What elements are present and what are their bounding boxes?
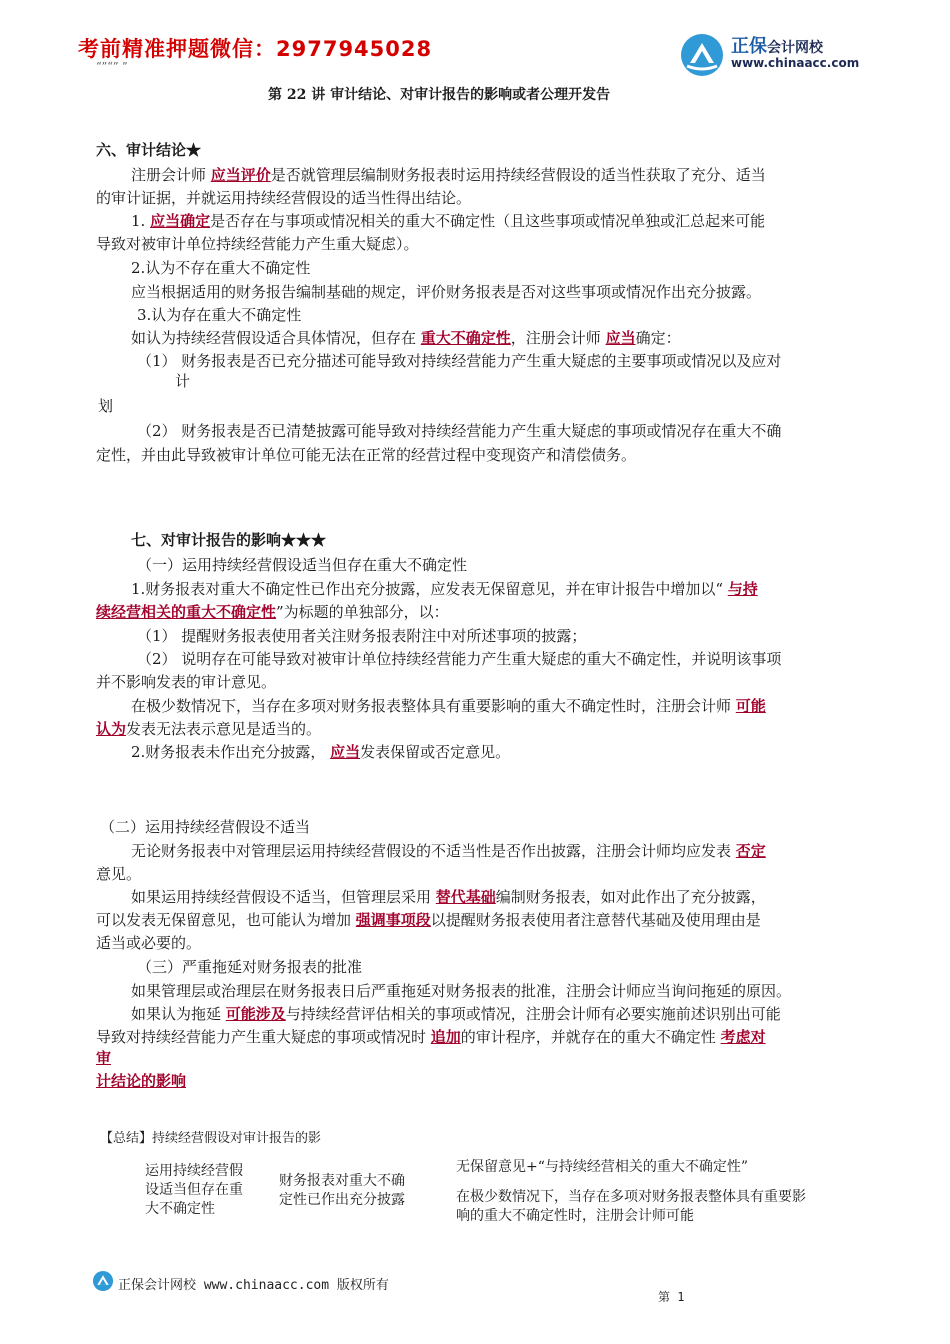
section-7-part-2-title: （二）运用持续经营假设不适当 bbox=[100, 818, 311, 836]
section-6-item-3-body: 如认为持续经营假设适合具体情况，但存在 重大不确定性，注册会计师 应当确定： bbox=[131, 329, 681, 347]
section-6-item-3: 3.认为存在重大不确定性 bbox=[137, 306, 302, 324]
promo-banner: 考前精准押题微信：2977945028 bbox=[78, 37, 433, 61]
section-7-part-3-paragraph-2: 如果认为拖延 可能涉及与持续经营评估相关的事项或情况，注册会计师有必要实施前述识别出可能 bbox=[131, 1005, 781, 1023]
section-6-item-2-body: 应当根据适用的财务报告编制基础的规定，评价财务报表是否对这些事项或情况作出充分披露。 bbox=[131, 283, 762, 301]
section-6-sub-2-line-2: 定性，并由此导致被审计单位可能无法在正常的经营过程中变现资产和清偿债务。 bbox=[96, 446, 637, 464]
partial-lecture-title: 第 22 讲 审计结论、对审计报告的影响或者公理开发告 bbox=[268, 87, 611, 103]
section-7-part-3-paragraph-2-line-2: 导致对持续经营能力产生重大疑虑的事项或情况时 追加的审计程序，并就存在的重大不确定性 考虑对 bbox=[96, 1028, 766, 1046]
footer-logo-icon bbox=[92, 1270, 114, 1292]
section-6-sub-1-wrap-2: 划 bbox=[98, 397, 114, 415]
section-6-title: 六、审计结论★ bbox=[96, 141, 202, 159]
section-7-part-3-paragraph-1: 如果管理层或治理层在财务报表日后严重拖延对财务报表的批准，注册会计师应当询问拖延的原因。 bbox=[131, 982, 792, 1000]
section-7-part-3-paragraph-2-line-3: 审 bbox=[96, 1049, 112, 1067]
logo-icon bbox=[679, 32, 725, 78]
footer-copyright: 正保会计网校 www.chinaacc.com 版权所有 bbox=[118, 1278, 389, 1293]
section-6-paragraph-1-line-2: 的审计证据，并就运用持续经营假设的适当性得出结论。 bbox=[96, 189, 472, 207]
summary-cell-condition: 运用持续经营假设适当但存在重大不确定性 bbox=[145, 1163, 243, 1217]
section-7-title: 七、对审计报告的影响★★★ bbox=[131, 531, 327, 549]
section-6-item-1-line-2: 导致对被审计单位持续经营能力产生重大疑虑）。 bbox=[96, 235, 419, 253]
section-6-sub-1-wrap: 计 bbox=[175, 372, 191, 390]
section-7-paragraph-1: 1.财务报表对重大不确定性已作出充分披露，应发表无保留意见，并在审计报告中增加以“ 与持 bbox=[131, 580, 758, 598]
section-7-part-2-paragraph-2: 如果运用持续经营假设不适当，但管理层采用 替代基础编制财务报表，如对此作出了充分披露， bbox=[131, 888, 766, 906]
section-6-item-2: 2.认为不存在重大不确定性 bbox=[131, 259, 311, 277]
partial-header-text: “”“” ” bbox=[96, 60, 128, 73]
section-7-part-3-paragraph-2-line-4: 计结论的影响 bbox=[96, 1072, 187, 1090]
logo-url: www.chinaacc.com bbox=[731, 56, 860, 70]
section-6-sub-1: （1） 财务报表是否已充分描述可能导致对持续经营能力产生重大疑虑的主要事项或情况以及应对 bbox=[137, 352, 782, 370]
section-7-sub-1: （1） 提醒财务报表使用者关注财务报表附注中对所述事项的披露； bbox=[137, 627, 587, 645]
section-7-part-2-paragraph-1: 无论财务报表中对管理层运用持续经营假设的不适当性是否作出披露，注册会计师均应发表 否定 bbox=[131, 842, 766, 860]
section-7-paragraph-1-line-2: 续经营相关的重大不确定性”为标题的单独部分，以： bbox=[96, 603, 449, 621]
summary-cell-rare-case: 在极少数情况下，当存在多项对财务报表整体具有重要影响的重大不确定性时，注册会计师可能 bbox=[456, 1189, 806, 1224]
summary-title: 【总结】持续经营假设对审计报告的影 bbox=[100, 1131, 322, 1146]
section-6-sub-2: （2） 财务报表是否已清楚披露可能导致对持续经营能力产生重大疑虑的事项或情况存在重大不确 bbox=[137, 422, 782, 440]
section-7-part-3-title: （三）严重拖延对财务报表的批准 bbox=[137, 958, 363, 976]
section-7-paragraph-2: 2.财务报表未作出充分披露， 应当发表保留或否定意见。 bbox=[131, 743, 511, 761]
section-6-paragraph-1: 注册会计师 应当评价是否就管理层编制财务报表时运用持续经营假设的适当性获取了充分、适当 bbox=[131, 166, 766, 184]
footer-page-number: 第 1 bbox=[658, 1290, 685, 1304]
section-7-part-1-title: （一）运用持续经营假设适当但存在重大不确定性 bbox=[137, 556, 468, 574]
summary-cell-disclosure: 财务报表对重大不确定性已作出充分披露 bbox=[279, 1173, 405, 1208]
section-7-part-2-paragraph-1-line-2: 意见。 bbox=[96, 865, 142, 883]
section-7-part-2-paragraph-2-line-3: 适当或必要的。 bbox=[96, 934, 202, 952]
section-7-sub-2: （2） 说明存在可能导致对被审计单位持续经营能力产生重大疑虑的重大不确定性，并说明该事项 bbox=[137, 650, 782, 668]
logo bbox=[679, 28, 879, 78]
summary-cell-opinion: 无保留意见+“与持续经营相关的重大不确定性” bbox=[456, 1159, 749, 1175]
section-7-rare-case: 在极少数情况下，当存在多项对财务报表整体具有重要影响的重大不确定性时，注册会计师 可能 bbox=[131, 697, 766, 715]
section-7-part-2-paragraph-2-line-2: 可以发表无保留意见，也可能认为增加 强调事项段以提醒财务报表使用者注意替代基础及使用理由是 bbox=[96, 911, 761, 929]
logo-name: 正保会计网校 bbox=[731, 36, 823, 57]
section-7-rare-case-line-2: 认为发表无法表示意见是适当的。 bbox=[96, 720, 322, 738]
section-6-item-1: 1. 应当确定是否存在与事项或情况相关的重大不确定性（且这些事项或情况单独或汇总起来可能 bbox=[131, 212, 766, 230]
section-7-sub-2-line-2: 并不影响发表的审计意见。 bbox=[96, 673, 277, 691]
